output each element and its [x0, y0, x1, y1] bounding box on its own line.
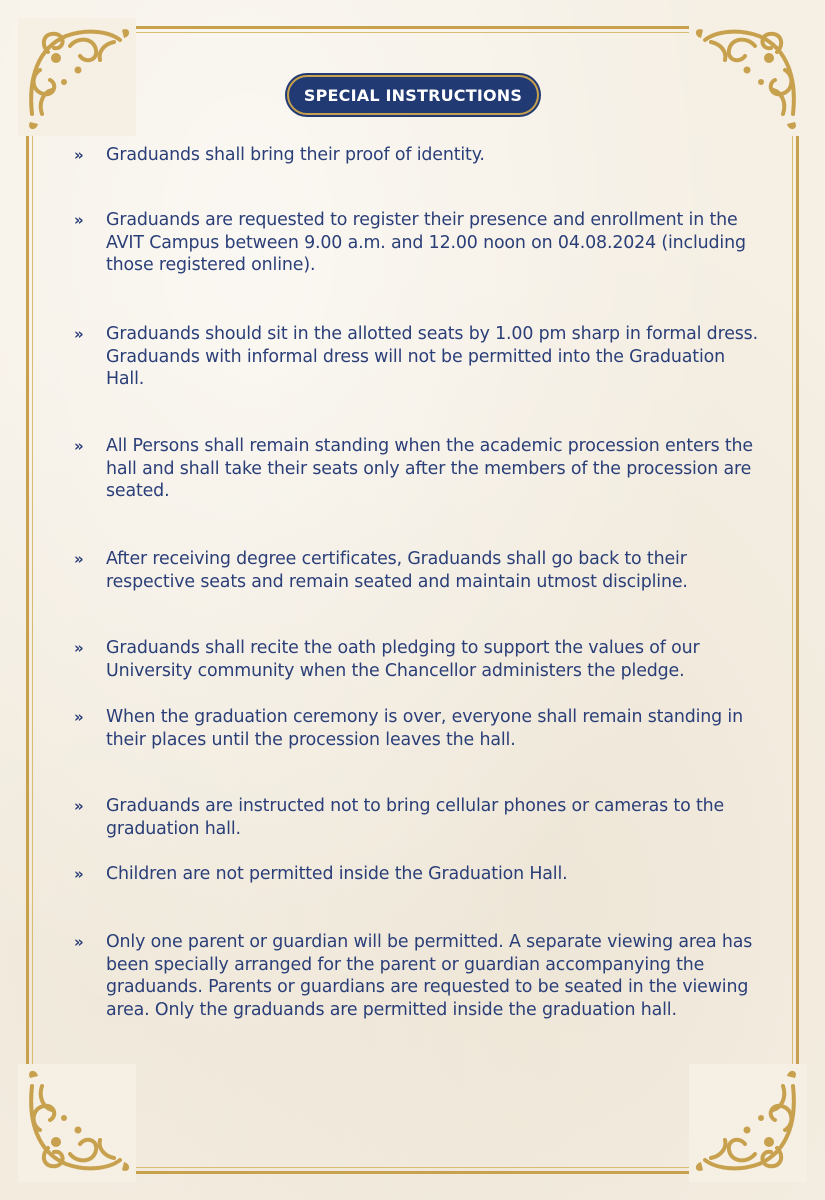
bullet-icon: »	[74, 933, 84, 951]
bullet-icon: »	[74, 146, 84, 164]
instruction-text: Children are not permitted inside the Graduation Hall.	[106, 864, 568, 884]
bullet-icon: »	[74, 325, 84, 343]
bullet-icon: »	[74, 211, 84, 229]
instruction-text: After receiving degree certificates, Graduands shall go back to their respective seats and remain seated and maintain utmost discipline.	[106, 549, 688, 592]
bullet-icon: »	[74, 550, 84, 568]
corner-ornament-top-left	[18, 18, 136, 136]
instruction-text: Graduands should sit in the allotted seats by 1.00 pm sharp in formal dress. Graduands with informal dress will not be permitted into the Graduation Hall.	[106, 324, 758, 390]
corner-ornament-bottom-right	[689, 1064, 807, 1182]
corner-ornament-bottom-left	[18, 1064, 136, 1182]
instruction-text: When the graduation ceremony is over, everyone shall remain standing in their places until the procession leaves the hall.	[106, 707, 743, 750]
instruction-text: Graduands shall recite the oath pledging to support the values of our University community when the Chancellor administers the pledge.	[106, 638, 700, 681]
bullet-icon: »	[74, 708, 84, 726]
bullet-icon: »	[74, 437, 84, 455]
instruction-text: Only one parent or guardian will be permitted. A separate viewing area has been specially arranged for the parent or guardian accompanying the graduands. Parents or guardians are requested to be seated in the viewing area. Only the graduands are permitted inside the graduation hall.	[106, 932, 753, 1020]
corner-ornament-top-right	[689, 18, 807, 136]
instruction-text: Graduands shall bring their proof of identity.	[106, 145, 485, 165]
instruction-text: Graduands are instructed not to bring cellular phones or cameras to the graduation hall.	[106, 796, 725, 839]
bullet-icon: »	[74, 865, 84, 883]
instruction-text: Graduands are requested to register their presence and enrollment in the AVIT Campus between 9.00 a.m. and 12.00 noon on 04.08.2024 (including those registered online).	[106, 210, 746, 276]
bullet-icon: »	[74, 797, 84, 815]
page-title: SPECIAL INSTRUCTIONS	[287, 75, 539, 115]
instruction-text: All Persons shall remain standing when the academic procession enters the hall and shall take their seats only after the members of the procession are seated.	[106, 436, 753, 502]
bullet-icon: »	[74, 639, 84, 657]
